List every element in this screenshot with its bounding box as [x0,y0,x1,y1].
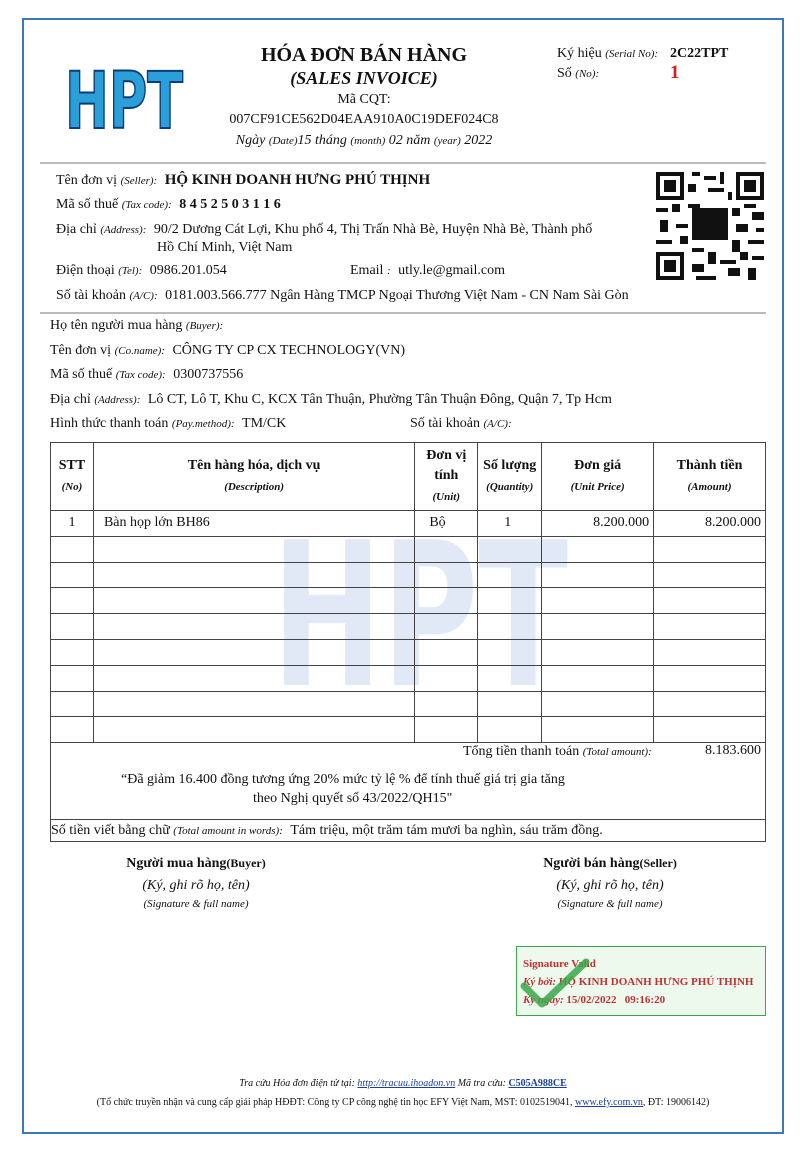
seller-account: 0181.003.566.777 Ngân Hàng TMCP Ngoại Thương Việt Nam - CN Nam Sài Gòn [165,288,629,303]
seller-signature-block: Người bán hàng(Seller) (Ký, ghi rõ họ, tên) (Signature & full name) [543,856,677,910]
buyer-tax: 0300737556 [173,367,244,382]
checkmark-icon [520,958,590,1008]
item-unit: Bộ [415,511,478,537]
col-header-no: STT (No) [51,443,94,511]
table-row [51,511,766,537]
provider-link[interactable]: www.efy.com.vn [575,1097,643,1108]
seller-tax: 8 4 5 2 5 0 3 1 1 6 [179,197,281,212]
lookup-code: C505A988CE [508,1078,567,1089]
table-row [51,536,766,562]
item-amount: 8.200.000 [654,511,766,537]
seller-tel: 0986.201.054 [149,263,227,278]
table-row [51,639,766,665]
svg-text:HPT: HPT [65,58,183,138]
seller-account-row: Số tài khoản (A/C): 0181.003.566.777 Ngân Hàng TMCP Ngoại Thương Việt Nam - CN Nam Sài Gòn [56,288,629,303]
total-label: Tổng tiền thanh toán (Total amount): [463,744,652,759]
invoice-title: HÓA ĐƠN BÁN HÀNG [260,44,468,66]
col-header-description: Tên hàng hóa, dịch vụ (Description) [93,443,414,511]
provider-line: (Tổ chức truyền nhận và cung cấp giải pháp HĐĐT: Công ty CP công nghệ tin học EFY Việt Nam, MST: 0102519041, www.efy.com.vn, ĐT: 19006142) [96,1097,710,1108]
buyer-account-row: Số tài khoản (A/C): [410,416,512,431]
amount-in-words-row: Số tiền viết bằng chữ (Total amount in words): Tám triệu, một trăm tám mươi ba nghìn, sáu trăm đồng. [51,823,603,838]
divider [40,162,766,164]
table-row [51,588,766,614]
lookup-link[interactable]: http://tracuu.ihoadon.vn [357,1078,456,1089]
col-header-amount: Thành tiền (Amount) [654,443,766,511]
invoice-date: Ngày (Date)15 tháng (month) 02 năm (year) 2022 [235,133,493,148]
serial-label: Ký hiệu (Serial No): [557,46,659,61]
seller-address-2: Hồ Chí Minh, Việt Nam [157,240,293,255]
table-row [51,562,766,588]
payment-method: TM/CK [242,416,287,431]
seller-tax-row: Mã số thuế (Tax code): 8 4 5 2 5 0 3 1 1 6 [56,197,281,212]
seller-tel-row: Điện thoại (Tel): 0986.201.054 [56,263,227,278]
divider [40,312,766,314]
invoice-no-value: 1 [670,62,680,83]
buyer-company: CÔNG TY CP CX TECHNOLOGY(VN) [172,343,406,358]
item-quantity: 1 [478,511,542,537]
seller-email-row: Email : utly.le@gmail.com [350,263,505,278]
table-row [51,717,766,743]
buyer-tax-row: Mã số thuế (Tax code): 0300737556 [50,367,244,382]
seller-address-row: Địa chỉ (Address): 90/2 Dương Cát Lợi, Khu phố 4, Thị Trấn Nhà Bè, Huyện Nhà Bè, Thành phố [56,222,593,237]
signed-by-row: Ký bởi: HỘ KINH DOANH HƯNG PHÚ THỊNH [523,976,754,989]
signature-valid-title: Signature Valid [523,958,596,970]
payment-method-row: Hình thức thanh toán (Pay.method): TM/CK [50,416,287,431]
vat-note-2: theo Nghị quyết số 43/2022/QH15" [253,791,453,806]
item-description: Bàn họp lớn BH86 [93,511,414,537]
seller-address-1: 90/2 Dương Cát Lợi, Khu phố 4, Thị Trấn Nhà Bè, Huyện Nhà Bè, Thành phố [153,222,593,237]
divider [51,819,765,820]
col-header-quantity: Số lượng (Quantity) [478,443,542,511]
cqt-label: Mã CQT: [337,92,391,107]
amount-in-words: Tám triệu, một trăm tám mươi ba nghìn, sáu trăm đồng. [290,823,603,838]
lookup-line: Tra cứu Hóa đơn điện tử tại: http://tracuu.ihoadon.vn Mã tra cứu: C505A988CE [239,1078,567,1089]
seller-email: utly.le@gmail.com [398,263,505,278]
item-no: 1 [51,511,94,537]
items-table [50,442,766,743]
qr-code-icon [656,172,764,280]
invoice-no-label: Số (No): [557,66,600,81]
signed-date-row: Ký ngày: 15/02/2022 09:16:20 [523,994,666,1007]
table-header-row [51,443,766,511]
total-amount: 8.183.600 [705,743,761,758]
table-row [51,665,766,691]
buyer-company-row: Tên đơn vị (Co.name): CÔNG TY CP CX TECHNOLOGY(VN) [50,343,406,358]
seller-name: HỘ KINH DOANH HƯNG PHÚ THỊNH [164,172,431,188]
hpt-logo [64,58,184,138]
item-unit-price: 8.200.000 [542,511,654,537]
table-row [51,614,766,640]
col-header-unit-price: Đơn giá (Unit Price) [542,443,654,511]
seller-name-row: Tên đơn vị (Seller): HỘ KINH DOANH HƯNG PHÚ THỊNH [56,172,431,188]
totals-box [50,741,766,842]
table-row [51,691,766,717]
buyer-signature-block: Người mua hàng(Buyer) (Ký, ghi rõ họ, tên) (Signature & full name) [126,856,266,910]
buyer-address: Lô CT, Lô T, Khu C, KCX Tân Thuận, Phường Tân Thuận Đông, Quận 7, Tp Hcm [147,392,612,407]
col-header-unit: Đơn vị tính (Unit) [415,443,478,511]
serial-value: 2C22TPT [670,46,729,61]
invoice-subtitle: (SALES INVOICE) [290,68,438,88]
cqt-code: 007CF91CE562D04EAA910A0C19DEF024C8 [229,112,499,127]
vat-note-1: “Đã giảm 16.400 đồng tương ứng 20% mức tỷ lệ % để tính thuế giá trị gia tăng [121,772,565,787]
buyer-name-row: Họ tên người mua hàng (Buyer): [50,318,224,333]
buyer-address-row: Địa chỉ (Address): Lô CT, Lô T, Khu C, KCX Tân Thuận, Phường Tân Thuận Đông, Quận 7, Tp Hcm [50,392,612,407]
svg-text:HPT: HPT [272,500,568,700]
